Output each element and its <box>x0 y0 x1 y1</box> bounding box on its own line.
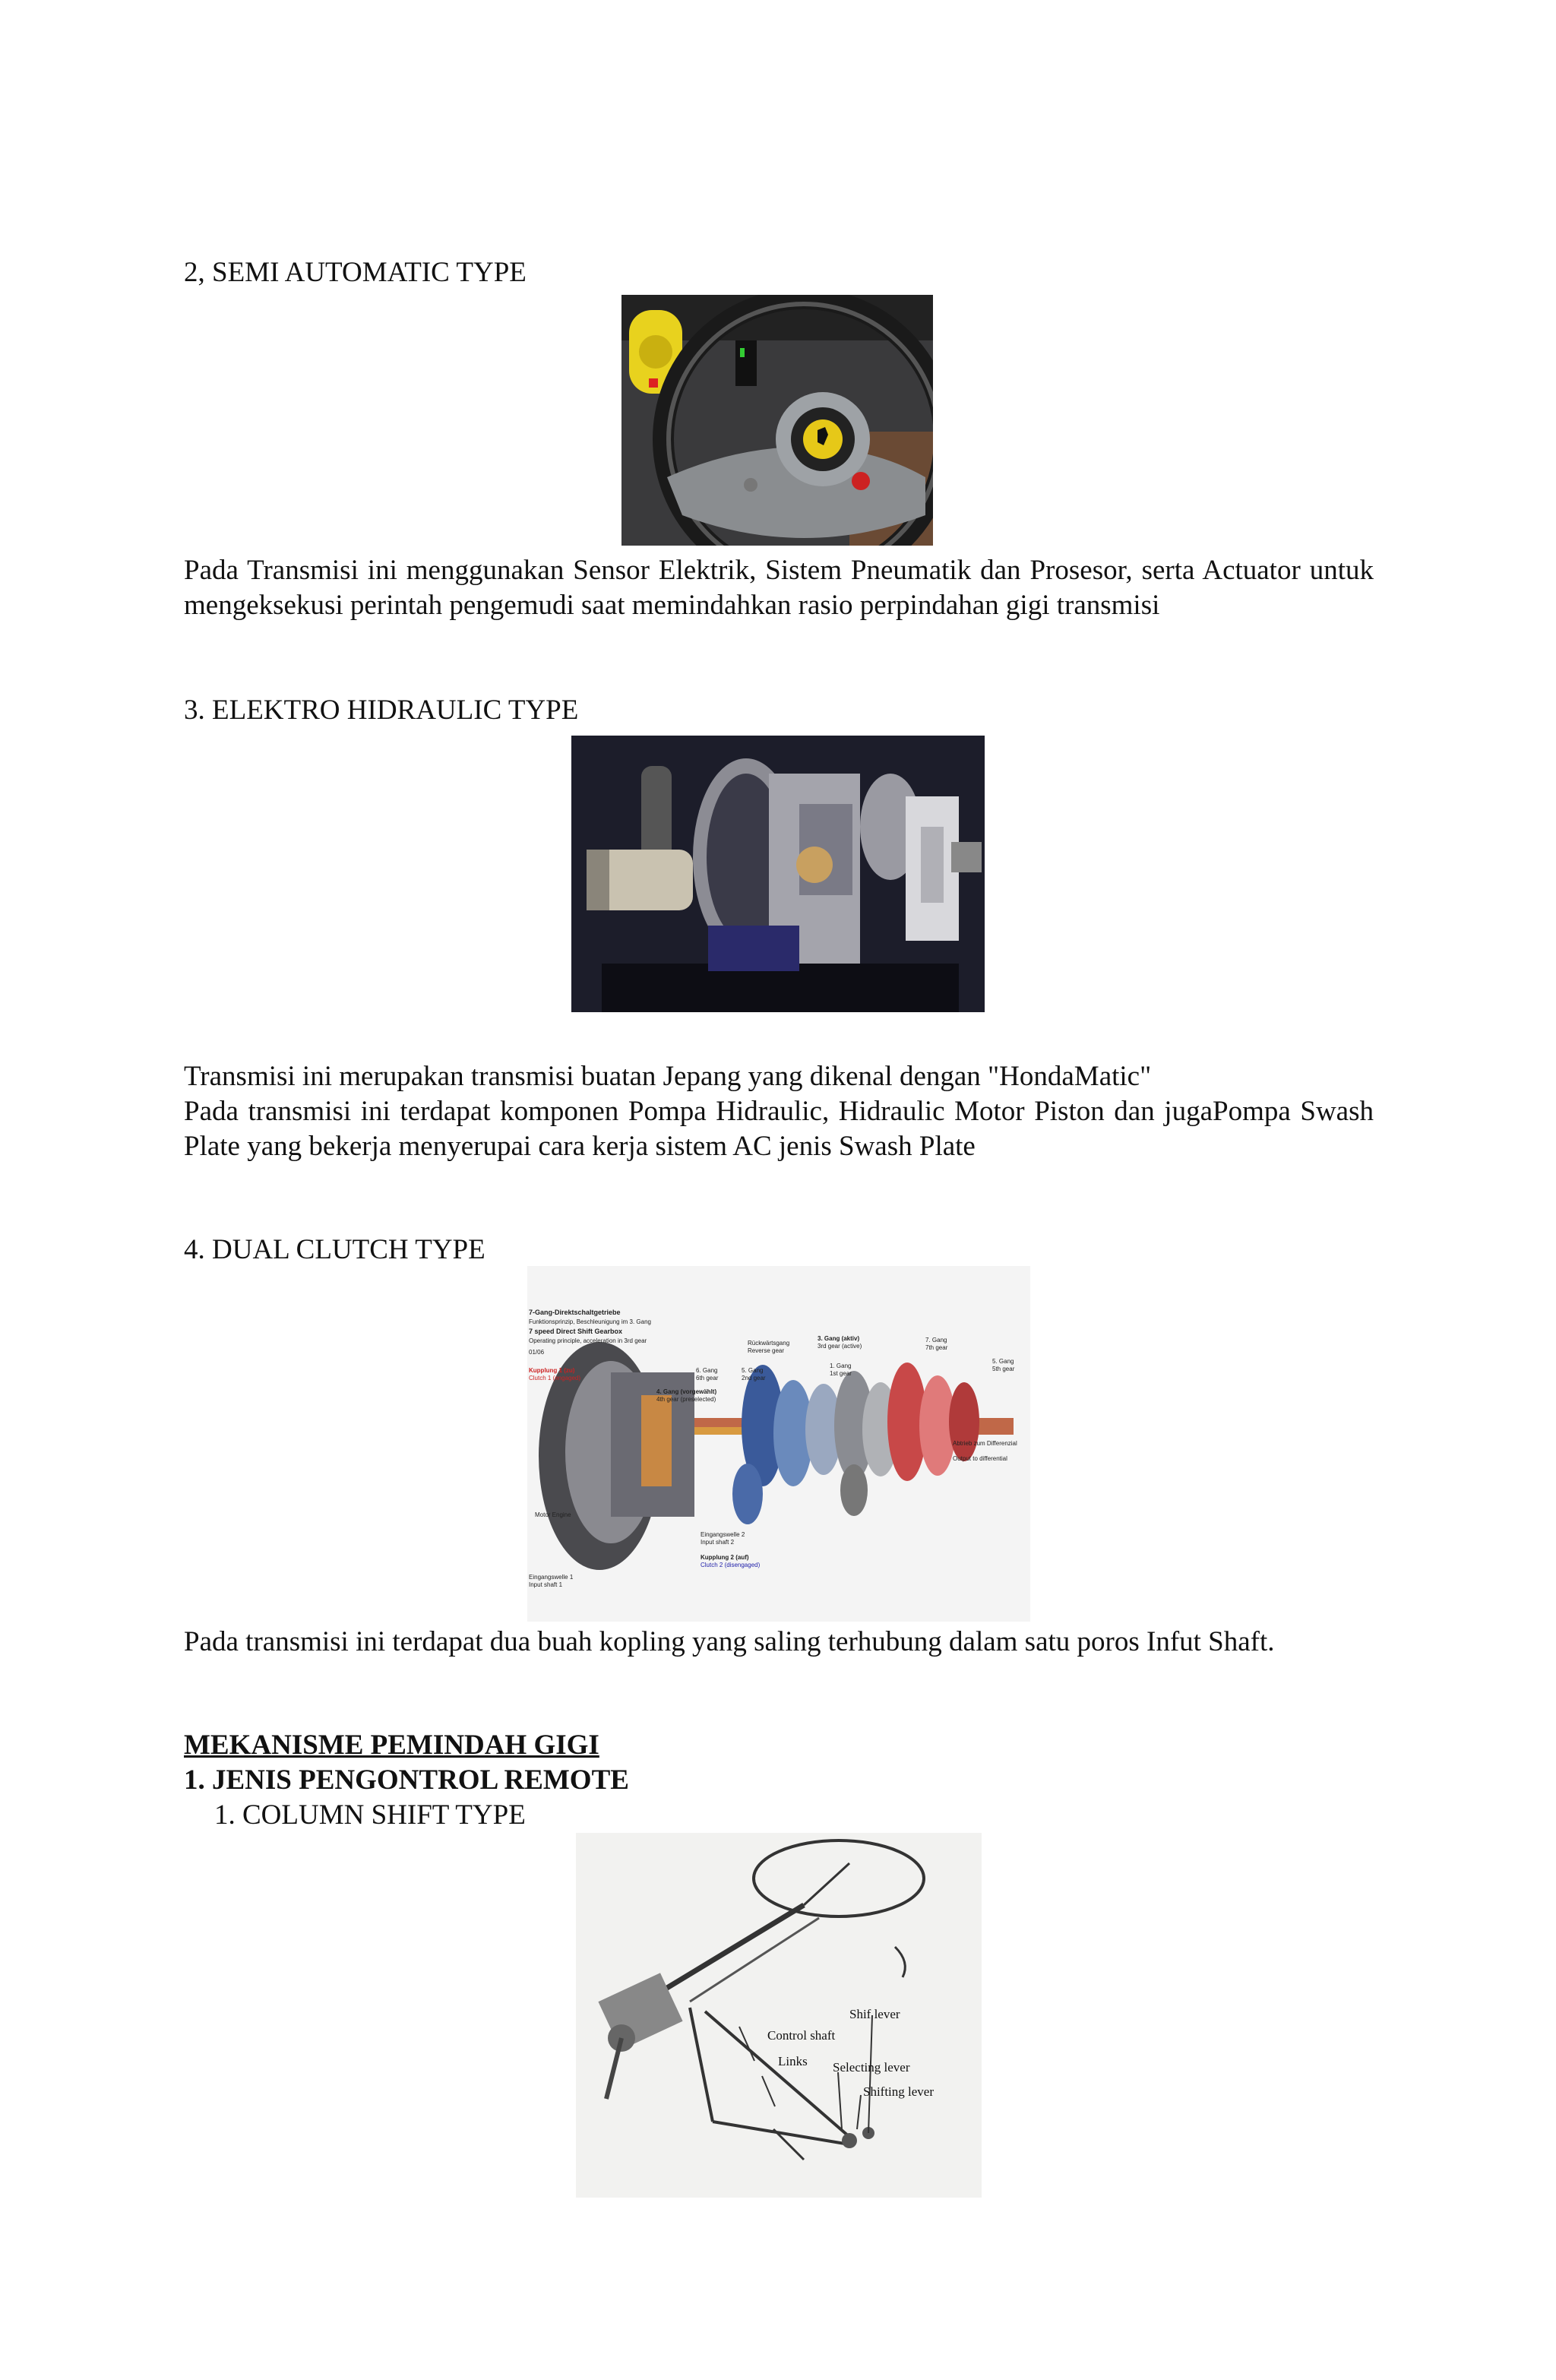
fig-is2: Input shaft 2 <box>701 1539 735 1546</box>
steering-wheel-photo <box>621 295 933 546</box>
heading-semi-automatic: 2, SEMI AUTOMATIC TYPE <box>184 257 527 288</box>
fig-selecting-lever: Selecting lever <box>833 2060 910 2075</box>
fig-gear7: 7th gear <box>925 1344 948 1351</box>
fig-gear6: 6th gear <box>696 1375 719 1381</box>
fig-ew2: Eingangswelle 2 <box>701 1531 745 1538</box>
paragraph-dual-clutch: Pada transmisi ini terdapat dua buah kopling yang saling terhubung dalam satu poros Infut Shaft. <box>184 1626 1275 1657</box>
fig-gang6: 6. Gang <box>696 1367 718 1374</box>
fig-gang1: 1. Gang <box>830 1362 852 1369</box>
fig-kupplung1: Kupplung 1 (zu) <box>529 1367 575 1374</box>
item-column-shift: 1. COLUMN SHIFT TYPE <box>214 1799 526 1831</box>
fig-gang7: 7. Gang <box>925 1337 947 1343</box>
fig-shifting-lever: Shifting lever <box>863 2084 935 2099</box>
fig-rueck: Rückwärtsgang <box>748 1340 790 1347</box>
fig-shif-lever: Shif lever <box>849 2007 900 2021</box>
paragraph-elektro-hidraulic: Pada transmisi ini terdapat komponen Pompa Hidraulic, Hidraulic Motor Piston dan jugaPompa Swash Plate yang bekerja menyerupai cara kerja sistem AC jenis Swash Plate <box>184 1096 1374 1162</box>
heading-dual-clutch: 4. DUAL CLUTCH TYPE <box>184 1234 485 1265</box>
paragraph-semi-automatic: Pada Transmisi ini menggunakan Sensor Elektrik, Sistem Pneumatik dan Prosesor, serta Actuator untuk mengeksekusi perintah pengemudi saat memindahkan rasio perpindahan gigi transmisi <box>184 555 1374 621</box>
fig-title-1: 7-Gang-Direktschaltgetriebe <box>529 1309 621 1316</box>
fig-output: Output to differential <box>953 1455 1007 1462</box>
fig-control-shaft: Control shaft <box>767 2028 836 2043</box>
heading-mekanisme: MEKANISME PEMINDAH GIGI <box>184 1730 599 1761</box>
fig-title-4: Operating principle, acceleration in 3rd gear <box>529 1337 647 1344</box>
fig-clutch1: Clutch 1 (engaged) <box>529 1375 581 1381</box>
column-shift-diagram <box>576 1833 982 2198</box>
fig-gear1: 1st gear <box>830 1370 852 1377</box>
fig-title-3: 7 speed Direct Shift Gearbox <box>529 1328 623 1335</box>
fig-gang5: 5. Gang <box>742 1367 764 1374</box>
transmission-photo <box>571 736 985 1012</box>
fig-gear4: 4th gear (preselected) <box>656 1396 716 1403</box>
fig-gear3: 3rd gear (active) <box>818 1343 862 1350</box>
fig-links: Links <box>778 2054 808 2068</box>
dual-clutch-diagram <box>527 1266 1030 1622</box>
subheading-pengontrol-remote: 1. JENIS PENGONTROL REMOTE <box>184 1764 629 1796</box>
fig-gear5b: 5th gear <box>992 1366 1015 1372</box>
fig-is1: Input shaft 1 <box>529 1581 563 1588</box>
fig-motor: Motor Engine <box>535 1511 571 1518</box>
fig-abtrieb: Abtrieb zum Differenzial <box>953 1440 1017 1447</box>
fig-clutch2: Clutch 2 (disengaged) <box>701 1562 761 1568</box>
fig-gear5: 2nd gear <box>742 1375 766 1381</box>
fig-ew1: Eingangswelle 1 <box>529 1574 574 1581</box>
fig-title-2: Funktionsprinzip, Beschleunigung im 3. Gang <box>529 1318 651 1325</box>
paragraph-hondamatic: Transmisi ini merupakan transmisi buatan Jepang yang dikenal dengan "HondaMatic" <box>184 1061 1152 1092</box>
fig-reverse: Reverse gear <box>748 1347 785 1354</box>
heading-elektro-hidraulic: 3. ELEKTRO HIDRAULIC TYPE <box>184 695 579 726</box>
fig-kupplung2: Kupplung 2 (auf) <box>701 1554 749 1561</box>
fig-gang3: 3. Gang (aktiv) <box>818 1335 860 1342</box>
fig-title-5: 01/06 <box>529 1349 545 1356</box>
fig-gang4: 4. Gang (vorgewählt) <box>656 1388 717 1395</box>
fig-gang5b: 5. Gang <box>992 1358 1014 1365</box>
